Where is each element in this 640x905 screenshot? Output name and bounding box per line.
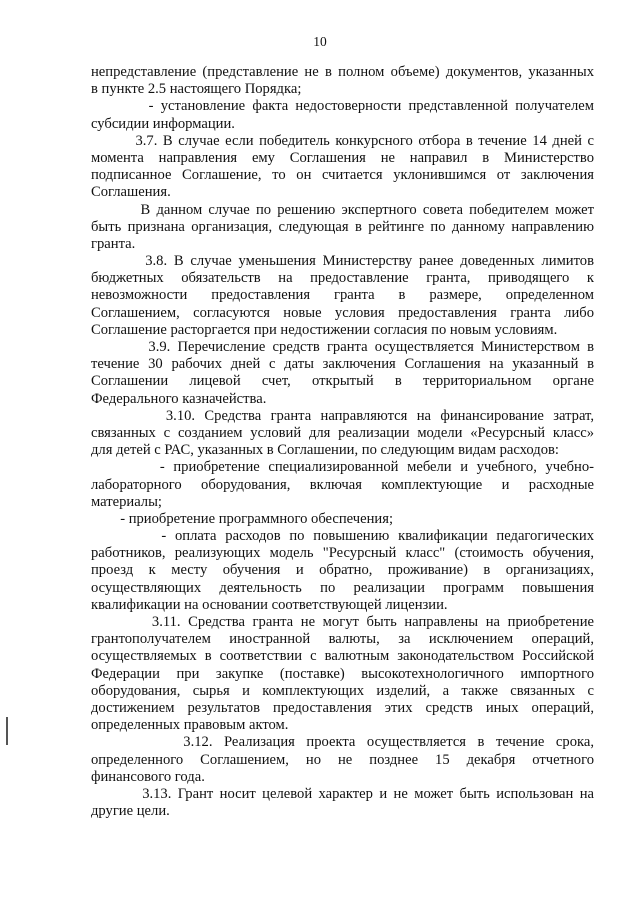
text-line: Федерального казначейства. xyxy=(91,390,267,407)
text-line: достижением результатов предоставления этих средств иных операций, xyxy=(91,699,594,716)
paragraph xyxy=(91,253,594,339)
page-number: 10 xyxy=(313,34,327,49)
text-line: непредставление (представление не в полном объеме) документов, указанных xyxy=(91,64,594,80)
text-line: Соглашение расторгается при недостижении согласия по новым условиям. xyxy=(91,321,558,338)
text-line: В данном случае по решению экспертного совета победителем может xyxy=(91,201,594,218)
text-line: определенного Соглашением, но не позднее 15 декабря отчетного xyxy=(91,751,594,768)
text-line: в пункте 2.5 настоящего Порядка; xyxy=(91,81,302,98)
text-line: материалы; xyxy=(91,493,162,510)
paragraph xyxy=(91,614,594,734)
text-line: - приобретение специализированной мебели и учебного, учебно- xyxy=(91,459,594,476)
text-line: определенных правовым актом. xyxy=(91,717,289,734)
text-line: оборудования, сырья и комплектующих изделий, а также связанных с xyxy=(91,682,594,699)
text-line: проезд к месту обучения и обратно, проживание) в организациях, xyxy=(91,562,594,579)
text-line: 3.12. Реализация проекта осуществляется в течение срока, xyxy=(91,734,594,751)
text-line: - установление факта недостоверности представленной получателем xyxy=(91,98,594,115)
text-line: осуществляющих деятельность по реализации программ повышения xyxy=(91,579,594,596)
text-line: 3.13. Грант носит целевой характер и не может быть использован на xyxy=(91,785,594,802)
text-line: 3.9. Перечисление средств гранта осуществляется Министерством в xyxy=(91,339,594,355)
margin-scan-mark xyxy=(6,717,8,745)
paragraph xyxy=(91,133,594,202)
paragraph xyxy=(91,339,594,408)
paragraph xyxy=(91,528,594,614)
text-line: невозможности предоставления гранта в размере, определенном xyxy=(91,287,594,304)
text-line: субсидии информации. xyxy=(91,115,235,132)
paragraph xyxy=(91,408,594,460)
text-line: осуществляемых в соответствии с валютным законодательством Российской xyxy=(91,648,594,665)
text-line: подписанное Соглашение, то он считается уклонившимся от заключения xyxy=(91,167,594,184)
text-line: 3.7. В случае если победитель конкурсного отбора в течение 14 дней с xyxy=(91,132,594,149)
text-line: связанных с созданием условий для реализации модели «Ресурсный класс» xyxy=(91,424,594,441)
paragraph xyxy=(91,202,594,254)
text-line: течение 30 рабочих дней с даты заключения Соглашения на указанный в xyxy=(91,356,594,373)
text-line: 3.10. Средства гранта направляются на финансирование затрат, xyxy=(91,407,594,424)
paragraph xyxy=(91,734,594,786)
text-line: работников, реализующих модель "Ресурсный класс" (стоимость обучения, xyxy=(91,545,594,562)
text-line: 3.8. В случае уменьшения Министерству ранее доведенных лимитов xyxy=(91,253,594,270)
text-line: лабораторного оборудования, включая комплектующие и расходные xyxy=(91,476,594,493)
paragraph xyxy=(91,64,594,98)
text-line: бюджетных обязательств на предоставление гранта, приводящего к xyxy=(91,270,594,287)
paragraph xyxy=(91,511,594,528)
text-line: момента направления ему Соглашения не направил в Министерство xyxy=(91,149,594,166)
text-line: Соглашении лицевой счет, открытый в территориальном органе xyxy=(91,373,594,390)
text-line: - приобретение программного обеспечения; xyxy=(91,510,393,527)
text-line: квалификации на основании соответствующей лицензии. xyxy=(91,596,448,613)
paragraph xyxy=(91,786,594,820)
text-line: грантополучателем иностранной валюты, за исключением операций, xyxy=(91,631,594,648)
text-line: гранта. xyxy=(91,235,136,252)
text-line: 3.11. Средства гранта не могут быть направлены на приобретение xyxy=(91,614,594,630)
text-line: - оплата расходов по повышению квалификации педагогических xyxy=(91,528,594,545)
text-line: Соглашения. xyxy=(91,184,171,201)
text-line: быть признана организация, следующая в рейтинге по данному направлению xyxy=(91,218,594,235)
text-line: финансового года. xyxy=(91,768,205,785)
text-line: другие цели. xyxy=(91,803,170,820)
text-line: Федерации при закупке (поставке) высокотехнологичного импортного xyxy=(91,665,594,682)
paragraph xyxy=(91,459,594,511)
paragraph xyxy=(91,98,594,132)
text-line: Соглашением, согласуются новые условия предоставления гранта либо xyxy=(91,304,594,321)
text-line: для детей с РАС, указанных в Соглашении, по следующим видам расходов: xyxy=(91,442,559,459)
document-body xyxy=(91,64,594,820)
